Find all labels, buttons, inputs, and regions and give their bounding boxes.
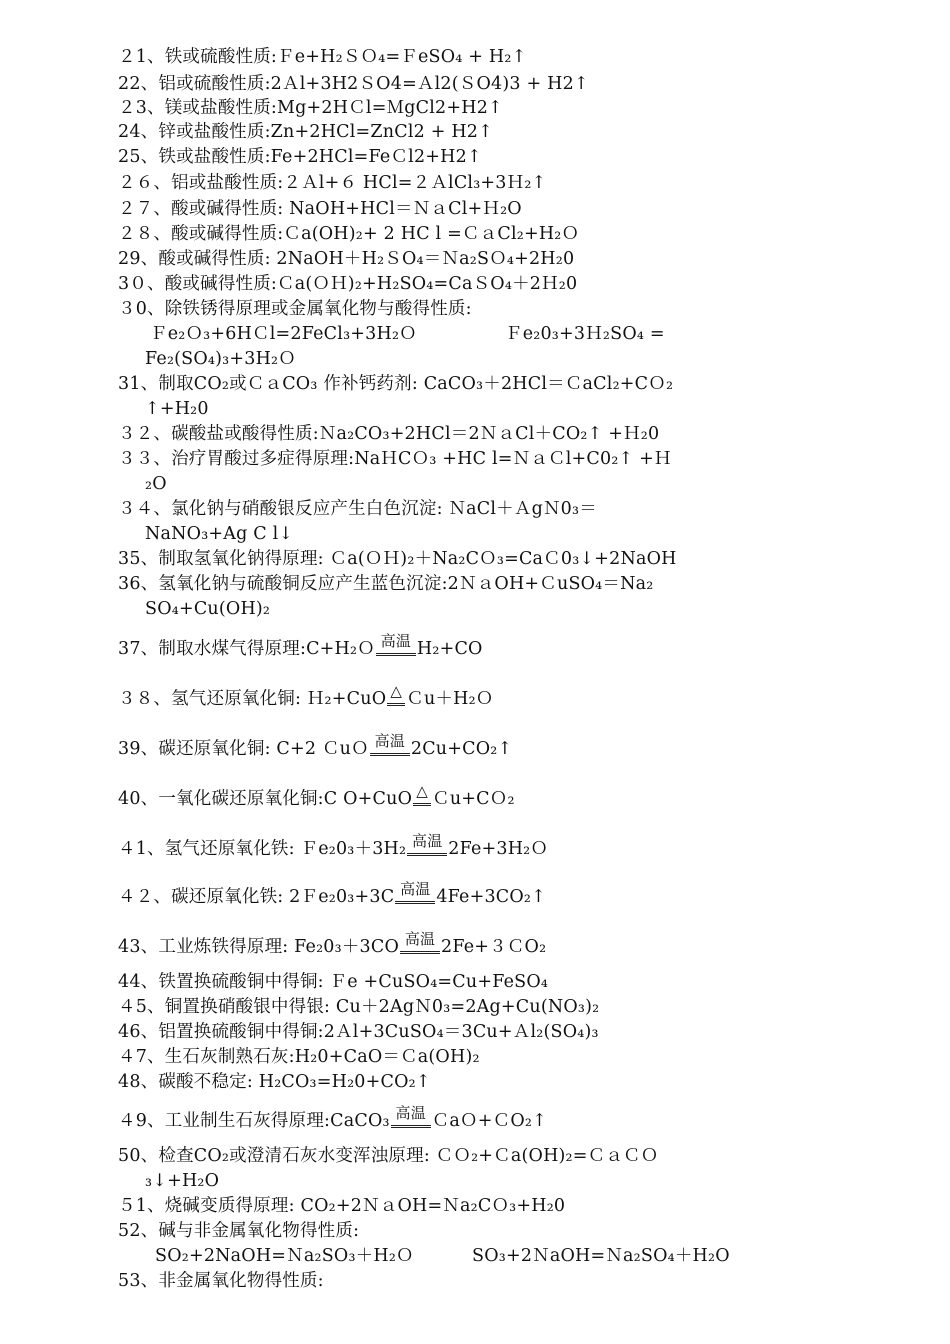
text-line: 35、制取氢氧化钠得原理: Ｃa(ＯＨ)₂＋Na₂CＯ₃=CaＣ0₃↓+2NaOH <box>118 549 677 569</box>
equation-products: 4Fe+3CO₂↑ <box>436 887 547 907</box>
text-line: Ｆe₂Ｏ₃+6HＣl=2FeCl₃+3H₂Ｏ <box>150 324 417 344</box>
text-line: 25、铁或盐酸性质:Fe+2HCl=FeＣl2+H2↑ <box>118 147 482 167</box>
reaction-condition <box>376 632 416 656</box>
reaction-condition-label: 高温 <box>400 880 431 898</box>
equation-line <box>118 682 950 710</box>
text-line: ３0、除铁锈得原理或金属氧化物与酸得性质: <box>118 299 472 319</box>
equation-reactants: ４1、氢气还原氧化铁: Ｆe₂0₃＋3H₂ <box>118 839 407 859</box>
text-line: NaNO₃+Ag C l↓ <box>145 524 294 544</box>
text-line: ２８、酸或碱得性质:Ｃa(OH)₂+ 2 HC l =ＣａCl₂+H₂Ｏ <box>118 224 580 244</box>
equation-products: 2Fe+３ＣO₂ <box>441 937 547 957</box>
reaction-condition-label: 高温 <box>395 1104 426 1122</box>
equation-products: 2Fe+3H₂Ｏ <box>448 839 549 859</box>
text-line: 52、碱与非金属氧化物得性质: <box>118 1221 360 1241</box>
text-line: 29、酸或碱得性质: 2NaOH＋H₂ＳO₄＝Ｎa₂SＯ₄+2H₂0 <box>118 249 575 269</box>
equation-line <box>118 832 950 860</box>
text-line: ↑+H₂0 <box>145 399 209 419</box>
reaction-condition <box>407 832 447 856</box>
reaction-condition <box>395 880 435 904</box>
equation-reactants: ４9、工业制生石灰得原理:CaCO₃ <box>118 1111 390 1131</box>
text-line: 31、制取CO₂或ＣａCO₃ 作补钙药剂: CaCO₃＋2HCl＝ＣaCl₂+CＯ₂ <box>118 374 674 394</box>
text-line: ２3、镁或盐酸性质:Mg+2HＣl=ＭgCl2+H2↑ <box>118 98 503 118</box>
text-line: ３３、治疗胃酸过多症得原理:NaＨCＯ₃ +HC l=ＮａＣl+C0₂↑ +Ｈ <box>118 449 672 469</box>
equation-line <box>118 1104 950 1132</box>
equation-line <box>118 880 950 908</box>
text-line: ３４、氯化钠与硝酸银反应产生白色沉淀: ＮaCl＋ＡgＮ0₃＝ <box>118 499 597 519</box>
text-line: ５1、烧碱变质得原理: CO₂+2ＮａOH=Ｎa₂CＯ₃+H₂0 <box>118 1196 566 1216</box>
equation-reactants: ３８、氢气还原氧化铜: Ｈ₂+CuO <box>118 689 387 709</box>
text-line: ３２、碳酸盐或酸得性质:Ｎa₂CO₃+2HCl＝2ＮａCl＋CO₂↑ +Ｈ₂0 <box>118 424 660 444</box>
equation-reactants: 37、制取水煤气得原理:C+H₂Ｏ <box>118 639 375 659</box>
equation-products: ＣaＯ+ＣO₂↑ <box>431 1111 547 1131</box>
text-line: Ｆe₂0₃+3Ｈ₂SO₄ = <box>505 324 665 344</box>
reaction-condition-label: 高温 <box>374 732 406 750</box>
text-line: SO₃+2ＮaOH=Ｎa₂SO₄＋H₂O <box>472 1246 730 1266</box>
text-line: 22、铝或硫酸性质:2Ａl+3H2ＳO4=Ａl2(ＳO4)3 + H2↑ <box>118 74 589 94</box>
text-line: ４5、铜置换硝酸银中得银: Cu＋2AgＮ0₃=2Ag+Cu(NO₃)₂ <box>118 997 600 1017</box>
reaction-condition-label: 高温 <box>380 632 412 650</box>
text-line: 53、非金属氧化物得性质: <box>118 1271 324 1291</box>
reaction-condition-label: 高温 <box>404 930 436 948</box>
equation-reactants: ４２、碳还原氧化铁: 2Ｆe₂0₃+3C <box>118 887 395 907</box>
reaction-condition <box>391 1104 431 1128</box>
text-line: ₃↓+H₂O <box>145 1171 220 1191</box>
equation-products: H₂+CO <box>416 639 483 659</box>
text-line: 50、检查CO₂或澄清石灰水变浑浊原理: ＣＯ₂+Ｃa(OH)₂=ＣａＣＯ <box>118 1146 659 1166</box>
text-line: 44、铁置换硫酸铜中得铜: Ｆe +CuSO₄=Cu+FeSO₄ <box>118 972 549 992</box>
text-line: ２７、酸或碱得性质: NaOH+HCl＝ＮａCl+Ｈ₂O <box>118 199 522 219</box>
equation-products: 2Cu+CO₂↑ <box>410 739 513 759</box>
reaction-condition-label: 高温 <box>412 832 443 850</box>
text-line: SO₄+Cu(OH)₂ <box>145 599 271 619</box>
reaction-condition-label: △ <box>416 782 429 800</box>
equation-reactants: 43、工业炼铁得原理: Fe₂0₃＋3CO <box>118 937 400 957</box>
text-line: 48、碳酸不稳定: H₂CO₃=H₂0+CO₂↑ <box>118 1072 431 1092</box>
text-line: 3０、酸或碱得性质:Ｃa(ＯＨ)₂+H₂SO₄=CaＳO₄＋2Ｈ₂0 <box>118 274 578 294</box>
equation-line <box>118 782 950 810</box>
text-line: Fe₂(SO₄)₃+3H₂Ｏ <box>145 349 296 369</box>
equation-line <box>118 732 950 760</box>
reaction-condition <box>400 930 440 954</box>
reaction-condition <box>387 682 405 706</box>
text-line: 36、氢氧化钠与硫酸铜反应产生蓝色沉淀:2ＮａOH+ＣuSO₄＝Na₂ <box>118 574 654 594</box>
text-line: ₂O <box>145 474 167 494</box>
equation-reactants: 40、一氧化碳还原氧化铜:C O+CuO <box>118 789 413 809</box>
text-line: ４7、生石灰制熟石灰:H₂0+CaO＝Ｃa(OH)₂ <box>118 1047 480 1067</box>
text-line: ２1、铁或硫酸性质:Ｆe+H₂ＳＯ₄=ＦeSO₄ + H₂↑ <box>118 47 527 67</box>
reaction-condition <box>370 732 410 756</box>
equation-reactants: 39、碳还原氧化铜: C+2 ＣuＯ <box>118 739 369 759</box>
equation-products: Ｃu+CＯ₂ <box>432 789 515 809</box>
equation-line <box>118 632 950 660</box>
reaction-condition-label: △ <box>390 682 403 700</box>
text-line: ２６、铝或盐酸性质:２Ａl+６ HCl=２ＡlCl₃+3Ｈ₂↑ <box>118 173 547 193</box>
text-line: SO₂+2NaOH=Ｎa₂SO₃＋H₂Ｏ <box>155 1246 414 1266</box>
text-line: 24、锌或盐酸性质:Zn+2HCl=ZnCl2 + H2↑ <box>118 122 493 142</box>
text-line: 46、铝置换硫酸铜中得铜:2Ａl+3CuSO₄＝3Cu+Ａl₂(SO₄)₃ <box>118 1022 599 1042</box>
equation-products: Ｃu＋H₂Ｏ <box>406 689 494 709</box>
reaction-condition <box>413 782 431 806</box>
equation-line <box>118 930 950 958</box>
